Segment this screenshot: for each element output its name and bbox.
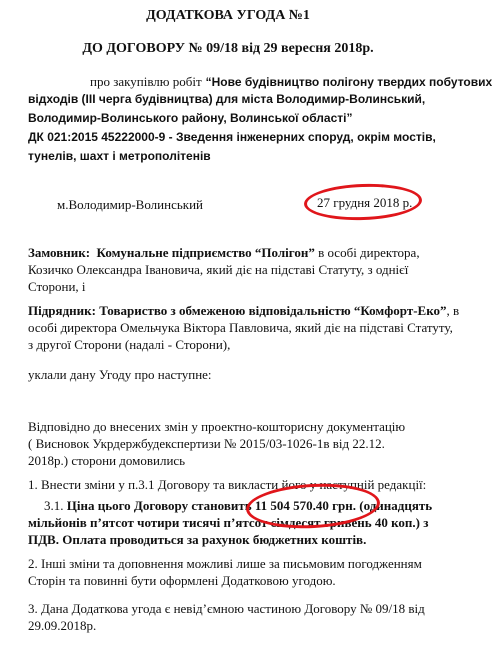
agreement-statement: уклали дану Угоду про наступне: [28, 367, 212, 382]
item-2-line-2: Сторін та повинні бути оформлені Додатковою угодою. [28, 573, 336, 588]
place: м.Володимир-Волинський [57, 197, 204, 212]
subject-intro: про закупівлю робіт [90, 74, 202, 89]
subject-line-4: ДК 021:2015 45222000-9 - Зведення інженерних споруд, окрім мостів, [28, 130, 436, 144]
contractor-line-2: особі директора Омельчука Віктора Павловича, який діє на підставі Статуту, [28, 320, 453, 335]
customer-label: Замовник: [28, 245, 91, 260]
subject-line-2: відходів (ІІІ черга будівництва) для міста Володимир-Волинський, [28, 92, 426, 106]
customer-name: Комунальне підприємство “Полігон” [96, 245, 315, 260]
paragraph-1-line-1: Відповідно до внесених змін у проектно-кошторисну документацію [28, 419, 406, 434]
subject-line-3 [28, 111, 428, 126]
subject-title-start: “Нове будівництво полігону твердих побутових [205, 75, 492, 89]
document-title: ДОДАТКОВА УГОДА №1 [146, 8, 310, 23]
clause-3-1-line-3: ПДВ. Оплата проводиться за рахунок бюджетних коштів. [28, 532, 367, 547]
paragraph-1-line-2: ( Висновок Укрдержбудекспертизи № 2015/03-1026-1в від 22.12. [28, 436, 385, 451]
clause-3-1-line-2: мільйонів п’ятсот чотири тисячі п’ятсот сімдесят гривень 40 коп.) з [28, 515, 429, 530]
customer-line-2: Козичко Олександра Івановича, який діє на підставі Статуту, з однієї [28, 262, 409, 277]
contractor-name: Товариство з обмеженою відповідальністю “Комфорт-Еко” [99, 303, 447, 318]
customer-line-1 [28, 245, 420, 260]
subject-line-1 [90, 73, 492, 91]
contractor-label: Підрядник: [28, 303, 96, 318]
contractor-line-1 [28, 303, 459, 318]
document-subtitle: ДО ДОГОВОРУ № 09/18 від 29 вересня 2018р. [82, 41, 374, 56]
contract-price: 11 504 570.40 грн. [254, 498, 357, 513]
subject-line-3-text: Володимир-Волинського району, Волинської області” [28, 111, 353, 125]
item-3-line-1: 3. Дана Додаткова угода є невід’ємною частиною Договору № 09/18 від [28, 601, 425, 616]
item-2-line-1: 2. Інші зміни та доповнення можливі лише за письмовим погодженням [28, 556, 422, 571]
contractor-line-3: з другої Сторони (надалі - Сторони), [28, 337, 231, 352]
paragraph-1-line-3: 2018р.) сторони домовились [28, 453, 186, 468]
agreement-date: 27 грудня 2018 р. [317, 195, 413, 210]
customer-line-3: Сторони, і [28, 279, 86, 294]
contractor-line-1-rest: , в [446, 303, 460, 318]
item-1: 1. Внести зміни у п.3.1 Договору та викласти його у наступній редакції: [28, 477, 427, 492]
item-3-line-2: 29.09.2018р. [28, 618, 97, 633]
customer-line-1-rest: в особі директора, [318, 245, 420, 260]
clause-3-1-text-2: (одинадцять [359, 498, 433, 513]
clause-3-1-prefix: 3.1. [44, 498, 64, 513]
clause-3-1-text-1: Ціна цього Договору становить [66, 498, 252, 513]
date-highlight-circle [303, 182, 422, 222]
subject-line-5: тунелів, шахт і метрополітенів [28, 149, 211, 163]
